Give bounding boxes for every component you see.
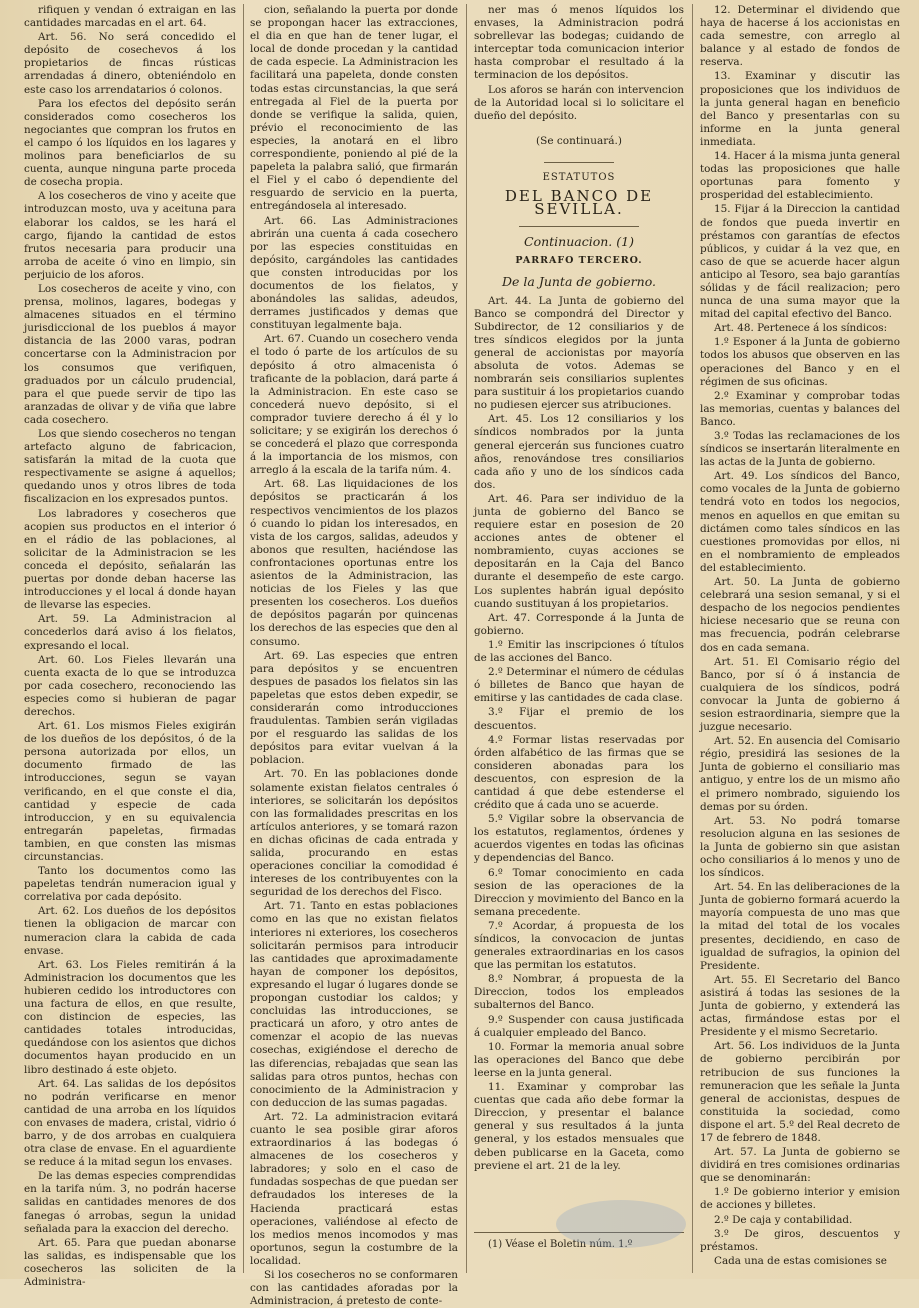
paragraph: Tanto los documentos como las papeletas tendrán numeracion igual y correlativa por cada depósito. — [24, 865, 236, 904]
paragraph: 15. Fijar á la Direccion la cantidad de fondos que pueda invertir en préstamos con garantías de efectos públicos, y cuidar á la vez que, en caso de que se acuerde hacer algun anticipo al Tesoro, sea bajo garantías sólidas y de fácil realizacion; pero nunca de una suma mayor que la mitad del capital efectivo del Banco. — [700, 203, 900, 321]
paragraph: rifiquen y vendan ó extraigan en las cantidades marcadas en el art. 64. — [24, 4, 236, 30]
paragraph: Art. 57. La Junta de gobierno se dividirá en tres comisiones ordinarias que se denominarán: — [700, 1146, 900, 1185]
paragraph: 14. Hacer á la misma junta general todas las proposiciones que halle oportunas para fomento y prosperidad del establecimiento. — [700, 150, 900, 202]
paragraph: Art. 71. Tanto en estas poblaciones como en las que no existan fielatos interiores ni exteriores, los cosecheros solicitarán permisos para introducir las cantidades que aproximadamente hayan de componer los depósitos, expresando el lugar ó lugares donde se propongan custodiar los caldos; y concluidas las introducciones, se practicará un aforo, y otro antes de comenzar el acopio de las nuevas cosechas, exigiéndose el derecho de las diferencias, rebajadas que sean las salidas para otros puntos, hechas con conocimiento de la Administracion y con deduccion de las sumas pagadas. — [250, 900, 458, 1109]
paragraph: 2.º De caja y contabilidad. — [714, 1213, 853, 1226]
paragraph: 13. Examinar y discutir las proposiciones que los individuos de la junta general hagan en beneficio del Banco y presentarlas con su informe en la junta general inmediata. — [700, 70, 900, 148]
paragraph: Si los cosecheros no se conformaren con las cantidades aforadas por la Administracion, á pretesto de conte- — [250, 1269, 458, 1308]
paragraph: cion, señalando la puerta por donde se propongan hacer las extracciones, el dia en que han de tener lugar, el local de donde procedan y la cantidad de cada especie. La Administracion les facilitará una papeleta, donde consten todas estas circunstancias, la que será entregada al Fiel de la puerta por donde se verifique la salida, quien, prévio el reconocimiento de las especies, la anotará en el libro correspondiente, poniendo al pié de la papeleta la palabra salió, que firmarán el Fiel y el cabo ó dependiente del resguardo de servicio en la puerta, entregándosela al interesado. — [250, 4, 458, 213]
paragraph: 10. Formar la memoria anual sobre las operaciones del Banco que debe leerse en la junta general. — [474, 1040, 684, 1079]
paragraph: Art. 56. No será concedido el depósito de cosechevos á los propietarios de fincas rústicas arrendadas á dinero, obteniéndolo en este caso los arrendatarios ó colonos. — [24, 31, 236, 96]
paragraph: Art. 60. Los Fieles llevarán una cuenta exacta de lo que se introduzca por cada cosechero, reconociendo las especies como si hubieran de pagar derechos. — [24, 653, 236, 718]
paragraph: Art. 56. Los individuos de la Junta de gobierno percibirán por retribucion de sus funciones la remuneracion que les señale la Junta general de accionistas, despues de constituida la sociedad, como dispone el art. 5.º del Real decreto de 17 de febrero de 1848. — [700, 1040, 900, 1144]
paragraph: 9.º Suspender con causa justificada á cualquier empleado del Banco. — [474, 1013, 684, 1039]
paragraph: Art. 53. No podrá tomarse resolucion alguna en las sesiones de la Junta de gobierno sin que asistan ocho consiliarios á lo menos y uno de los síndicos. — [700, 814, 900, 880]
paragraph: Art. 72. La administracion evitará cuanto le sea posible girar aforos extraordinarios á las bodegas ó almacenes de los cosecheros y labradores; y solo en el caso de fundadas sospechas de que puedan ser defraudados los intereses de la Hacienda practicará estas operaciones, valiéndose al efecto de los medios menos incomodos y mas oportunos, segun la costumbre de la localidad. — [250, 1110, 458, 1267]
ink-stain — [556, 1200, 686, 1248]
paragraph: Art. 47. Corresponde á la Junta de gobierno. — [474, 611, 684, 637]
paragraph: Cada una de estas comisiones se — [714, 1254, 887, 1267]
paragraph: 3.º Todas las reclamaciones de los síndicos se insertarán literalmente en las actas de la Junta de gobierno. — [700, 430, 900, 469]
paragraph: Art. 51. El Comisario régio del Banco, por sí ó á instancia de cualquiera de los síndicos, podrá convocar la Junta de gobierno á sesion estraordinaria, siempre que la juzgue necesario. — [700, 655, 900, 734]
column-2 — [250, 4, 458, 1308]
paragraph: Los cosecheros de aceite y vino, con prensa, molinos, lagares, bodegas y almacenes situados en el término jurisdiccional de los pueblos á mayor distancia de las 2000 varas, podran concertarse con la Administracion por los consumos que verifiquen, graduados por un cálculo prudencial, para el que puede servir de tipo las aranzadas de olivar y de viña que labre cada cosechero. — [24, 282, 236, 426]
paragraph: Art. 70. En las poblaciones donde solamente existan fielatos centrales ó interiores, se solicitarán los depósitos con las formalidades prescritas en los artículos anteriores, y se tomará razon en dichas oficinas de cada entrada y salida, procurando en estas operaciones conciliar la comodidad é intereses de los contribuyentes con la seguridad de los derechos del Fisco. — [250, 768, 458, 899]
paragraph: 8.º Nombrar, á propuesta de la Direccion, todos los empleados subalternos del Banco. — [474, 973, 684, 1012]
continuation-heading: Continuacion. (1) — [524, 234, 634, 250]
column-rule — [466, 4, 467, 1273]
paragraph: 7.º Acordar, á propuesta de los síndicos, la convocacion de juntas generales extraordinarias en los casos que las permitan los estatutos. — [474, 919, 684, 972]
paragraph: Art. 61. Los mismos Fieles exigirán de los dueños de los depósitos, ó de la persona autorizada por ellos, un documento firmado de las introducciones, segun se vayan verificando, en el que conste el dia, cantidad y especie de cada introduccion, y en su equivalencia entregarán papeletas, firmadas tambien, en que consten las mismas circunstancias. — [24, 720, 236, 863]
paragraph: Art. 52. En ausencia del Comisario régio, presidirá las sesiones de la Junta de gobierno el consiliario mas antiguo, y entre los de un mismo año el primero nombrado, siguiendo los demas por su órden. — [700, 735, 900, 813]
paragraph: Art. 66. Las Administraciones abrirán una cuenta á cada cosechero por las especies constituidas en depósito, cargándoles las cantidades que consten introducidas por los documentos de los fielatos, y abonándoles las salidas, adeudos, derrames justificados y demas que constituyan legalmente baja. — [250, 214, 458, 332]
paragraph: Art. 50. La Junta de gobierno celebrará una sesion semanal, y si el despacho de los negocios pendientes hiciese necesario que se reuna con mas frecuencia, podrán celebrarse dos en cada semana. — [700, 576, 900, 654]
subsection-heading: De la Junta de gobierno. — [502, 274, 656, 290]
paragraph: Art. 48. Pertenece á los síndicos: — [714, 322, 888, 335]
paragraph: Los aforos se harán con intervencion de la Autoridad local si lo solicitare el dueño del depósito. — [474, 83, 684, 122]
paragraph: Art. 62. Los dueños de los depósitos tienen la obligacion de marcar con numeracion clara la cabida de cada envase. — [24, 905, 236, 957]
paragraph: 2.º Determinar el número de cédulas ó billetes de Banco que hayan de emitirse y las cantidades de cada clase. — [474, 666, 684, 705]
paragraph: Art. 64. Las salidas de los depósitos no podrán verificarse en menor cantidad de una arroba en los líquidos con envases de madera, cristal, vidrio ó barro, y de dos arrobas en cualquiera otra clase de envase. En el aguardiente se reduce á la mitad segun los envases. — [24, 1077, 236, 1169]
paragraph: 1.º Emitir las inscripciones ó títulos de las acciones del Banco. — [474, 638, 684, 665]
paragraph: 6.º Tomar conocimiento en cada sesion de las operaciones de la Direccion y movimiento del Banco en la semana precedente. — [474, 866, 684, 918]
paragraph: 1.º De gobierno interior y emision de acciones y billetes. — [700, 1186, 900, 1212]
continued-note: (Se continuará.) — [536, 134, 622, 147]
paragraph: Art. 63. Los Fieles remitirán á la Administracion los documentos que les hubieren cedido los introductores con una factura de ellos, en que resulte, con distincion de especies, las cantidades totales introducidas, quedándose con los asientos que dichos documentos hayan producido en un libro destinado á este objeto. — [24, 958, 236, 1076]
section-title-banco: DEL BANCO DE SEVILLA. — [504, 187, 654, 219]
paragraph: Art. 44. La Junta de gobierno del Banco se compondrá del Director y Subdirector, de 12 consiliarios y de tres síndicos elegidos por la junta general de accionistas por mayoría absoluta de votos. Ademas se nombrarán seis consiliarios suplentes para sustituir á los propietarios cuando no pudiesen ejercer sus atribuciones. — [474, 294, 684, 412]
paragraph: ner mas ó menos líquidos los envases, la Administracion podrá sobrellevar las bodegas; cuidando de interceptar toda comunicacion interior hasta comprobar el resultado á la terminacion de los depósitos. — [474, 4, 684, 82]
paragraph: 3.º Fijar el premio de los descuentos. — [474, 706, 684, 732]
paragraph: Art. 65. Para que puedan abonarse las salidas, es indispensable que los cosecheros las soliciten de la Administra- — [24, 1236, 236, 1288]
paragraph: 1.º Esponer á la Junta de gobierno todos los abusos que observen en las operaciones del Banco y en el régimen de sus oficinas. — [700, 336, 900, 388]
column-rule — [692, 4, 693, 1273]
paragraph: Los labradores y cosecheros que acopien sus productos en el interior ó en el rádio de las poblaciones, al solicitar de la Administracion se les conceda el depósito, señalarán las puertas por donde deban hacerse las introducciones y el local á donde hayan de llevarse las especies. — [24, 507, 236, 612]
column-1 — [24, 4, 236, 1288]
section-divider — [544, 162, 614, 163]
section-divider — [519, 226, 639, 227]
paragraph: Para los efectos del depósito serán considerados como cosecheros los negociantes que compran los frutos en el campo ó los líquidos en los lagares y molinos para beneficiarlos de su cuenta, aunque ninguna parte proceda de cosecha propia. — [24, 97, 236, 189]
paragraph: De las demas especies comprendidas en la tarifa núm. 3, no podrán hacerse salidas en cantidades menores de dos fanegas ó arrobas, segun la unidad señalada para la exaccion del derecho. — [24, 1170, 236, 1235]
paragraph: 12. Determinar el dividendo que haya de hacerse á los accionistas en cada semestre, con arreglo al balance y al estado de fondos de reserva. — [700, 4, 900, 69]
paragraph: Art. 49. Los síndicos del Banco, como vocales de la Junta de gobierno tendrá voto en todos los negocios, menos en aquellos en que emitan su dictámen como tales síndicos en las cuestiones promovidas por ellos, ni en el nombramiento de empleados del establecimiento. — [700, 470, 900, 574]
paragraph: 3.º De giros, descuentos y préstamos. — [700, 1227, 900, 1253]
column-4 — [700, 4, 900, 1273]
paragraph: Art. 45. Los 12 consiliarios y los síndicos nombrados por la junta general ejercerán sus funciones cuatro años, renovándose tres consiliarios cada año y uno de los síndicos cada dos. — [474, 413, 684, 491]
paragraph: Art. 69. Las especies que entren para depósitos y se encuentren despues de pasados los fielatos sin las papeletas que estos deben expedir, se considerarán como introducciones fraudulentas. Tambien serán vigiladas por el resguardo las salidas de los depósitos para evitar vuelvan á la poblacion. — [250, 649, 458, 767]
paragraph: 5.º Vigilar sobre la observancia de los estatutos, reglamentos, órdenes y acuerdos vigentes en todas las oficinas y dependencias del Banco. — [474, 813, 684, 865]
paragraph: Art. 67. Cuando un cosechero venda el todo ó parte de los artículos de su depósito á otro almacenista ó traficante de la poblacion, dará parte á la Administracion. En este caso se concederá nuevo depósito, si el comprador tuviere derecho á él y lo solicitare; y se exigirán los derechos ó se concederá el plazo que corresponda á la importancia de los mismos, con arreglo á la escala de la tarifa núm. 4. — [250, 333, 458, 477]
column-3 — [474, 4, 684, 1273]
column-rule — [243, 4, 244, 1273]
paragraph: Los que siendo cosecheros no tengan artefacto alguno de fabricacion, satisfarán la mitad de la cuota que respectivamente se asigne á aquellos; quedando unos y otros libres de toda fiscalizacion en los expresados puntos. — [24, 428, 236, 506]
footnote: (1) Véase el Boletin núm. 1.º — [488, 1238, 633, 1250]
paragraph: 4.º Formar listas reservadas por órden alfabético de las firmas que se consideren abonadas para los descuentos, con espresion de la cantidad á que debe estenderse el crédito que á cada uno se acuerde. — [474, 733, 684, 812]
paragraph: Art. 68. Las liquidaciones de los depósitos se practicarán á los respectivos vencimientos de los plazos ó cuando lo pidan los interesados, en vista de los cargos, salidas, adeudos y abonos que resulten, haciéndose las confrontaciones oportunas entre los asientos de la Administracion, las noticias de los Fieles y las que presenten los cosecheros. Los dueños de depósitos pagarán por quincenas los derechos de las especies que den al consumo. — [250, 478, 458, 648]
paragraph: A los cosecheros de vino y aceite que introduzcan mosto, uva y aceituna para elaborar los caldos, se les hará el cargo, fijando la cantidad de estos frutos necesaria para producir una arroba de aceite ó vino en limpio, sin perjuicio de los aforos. — [24, 190, 236, 281]
paragraph: 11. Examinar y comprobar las cuentas que cada año debe formar la Direccion, y presentar el balance general y sus resultados á la junta general, y los estados mensuales que deben publicarse en la Gaceta, como previene el art. 21 de la ley. — [474, 1081, 684, 1172]
paragraph-heading: PARRAFO TERCERO. — [515, 255, 643, 267]
paragraph: Art. 54. En las deliberaciones de la Junta de gobierno formará acuerdo la mayoría compuesta de uno mas que la mitad del total de los vocales presentes, decidiendo, en caso de igualdad de sufragios, la opinion del Presidente. — [700, 881, 900, 972]
paragraph: Art. 46. Para ser individuo de la junta de gobierno del Banco se requiere estar en posesion de 20 acciones antes de obtener el nombramiento, cuyas acciones se depositarán en la Caja del Banco durante el desempeño de este cargo. Los suplentes habrán igual depósito cuando sustituyan á los propietarios. — [474, 492, 684, 610]
section-heading-estatutos: ESTATUTOS — [542, 171, 616, 183]
paragraph: Art. 55. El Secretario del Banco asistirá á todas las sesiones de la Junta de gobierno, y extenderá las actas, firmándose estas por el Presidente y el mismo Secretario. — [700, 973, 900, 1039]
paragraph: Art. 59. La Administracion al concederlos dará aviso á los fielatos, expresando el local. — [24, 613, 236, 652]
paragraph: 2.º Examinar y comprobar todas las memorias, cuentas y balances del Banco. — [700, 389, 900, 428]
